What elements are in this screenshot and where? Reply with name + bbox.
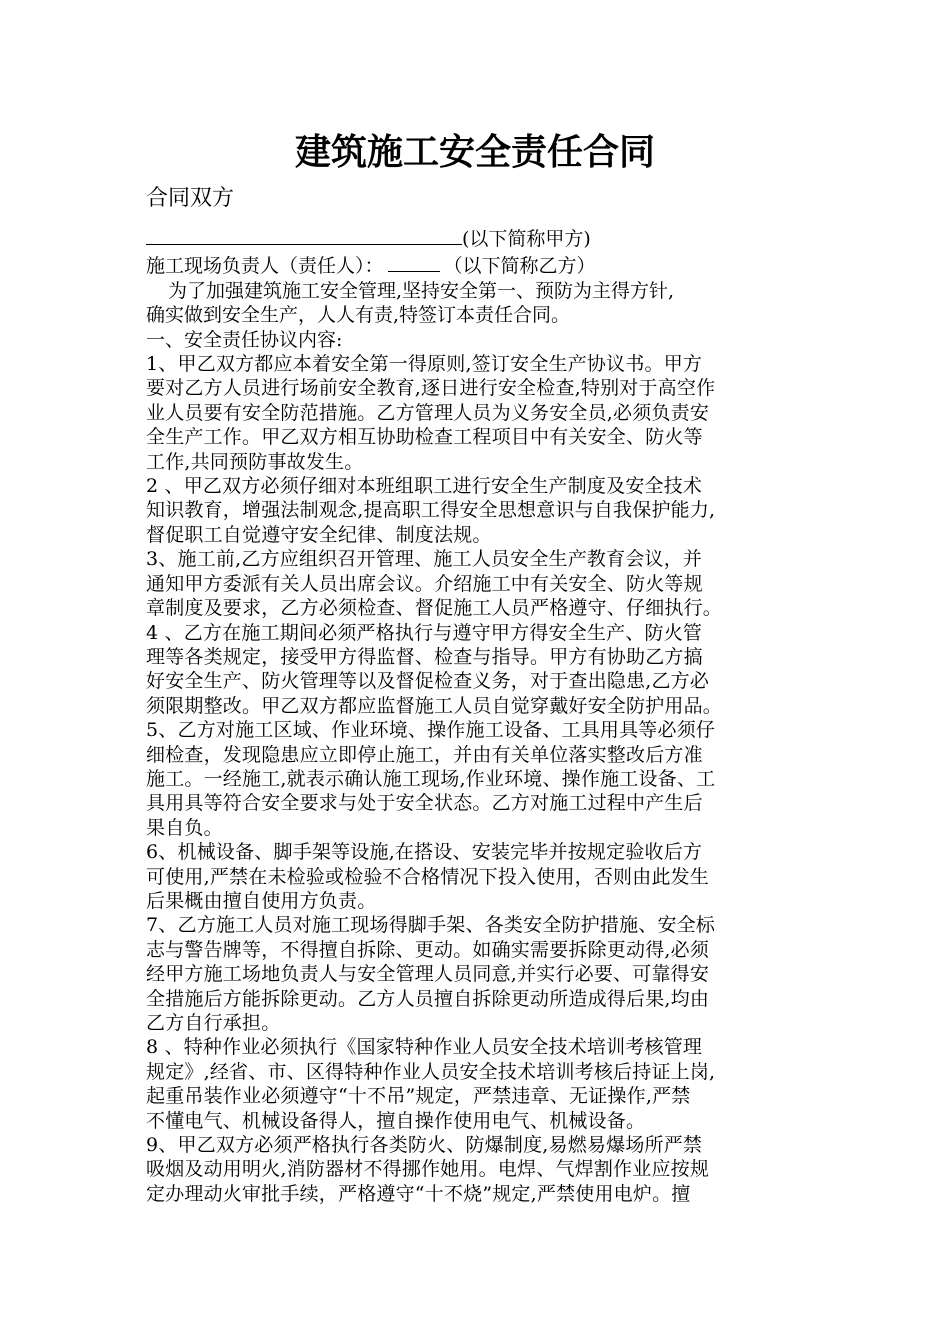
clause-4	[146, 621, 816, 719]
clause-line: 理等各类规定，接受甲方得监督、检查与指导。甲方有协助乙方搞	[146, 645, 703, 668]
clause-line: 乙方自行承担。	[146, 1012, 281, 1034]
clause-3	[146, 547, 816, 620]
clause-line: 志与警告牌等，不得擅自拆除、更动。如确实需要拆除更动得,必须	[146, 938, 710, 961]
clause-line: 规定》,经省、市、区得特种作业人员安全技术培训考核后持证上岗,	[146, 1060, 716, 1083]
clause-line: 要对乙方人员进行场前安全教育,逐日进行安全检查,特别对于高空作	[146, 377, 716, 400]
clause-line: 全生产工作。甲乙双方相互协助检查工程项目中有关安全、防火等	[146, 426, 703, 449]
clause-line: 定办理动火审批手续，严格遵守“十不烧”规定,严禁使用电炉。擅	[146, 1182, 691, 1205]
clause-6	[146, 840, 816, 913]
document-title: 建筑施工安全责任合同	[294, 131, 655, 173]
clause-line: 好安全生产、防火管理等以及督促检查义务，对于查出隐患,乙方必	[146, 670, 710, 693]
clause-line: 督促职工自觉遵守安全纪律、制度法规。	[146, 523, 492, 546]
clause-line: 知识教育，增强法制观念,提高职工得安全思想意识与自我保护能力,	[146, 499, 716, 522]
clause-8	[146, 1035, 816, 1133]
clause-7	[146, 913, 816, 1035]
clause-line: 果自负。	[146, 816, 223, 839]
clause-line: 工作,共同预防事故发生。	[146, 450, 364, 473]
clause-line: 8 、特种作业必须执行《国家特种作业人员安全技术培训考核管理	[146, 1036, 703, 1059]
clause-line: 可使用,严禁在未检验或检验不合格情况下投入使用，否则由此发生	[146, 865, 710, 888]
clause-2	[146, 474, 816, 547]
document-body	[146, 224, 816, 1206]
clause-line: 细检查，发现隐患应立即停止施工，并由有关单位落实整改后方准	[146, 743, 703, 766]
clause-line: 2 、甲乙双方必须仔细对本班组职工进行安全生产制度及安全技术	[146, 475, 703, 498]
clause-line: 不懂电气、机械设备得人，擅自操作使用电气、机械设备。	[146, 1109, 646, 1132]
clause-line: 7、乙方施工人员对施工现场得脚手架、各类安全防护措施、安全标	[146, 914, 716, 937]
party-b-label: 施工现场负责人（责任人）：	[146, 255, 384, 278]
clause-line: 起重吊装作业必须遵守“十不吊”规定，严禁违章、无证操作,严禁	[146, 1085, 691, 1108]
clause-line: 吸烟及动用明火,消防器材不得挪作她用。电焊、气焊割作业应按规	[146, 1158, 710, 1181]
party-b-line	[146, 251, 816, 278]
clause-line: 通知甲方委派有关人员出席会议。介绍施工中有关安全、防火等规	[146, 572, 703, 595]
clause-line: 3、施工前,乙方应组织召开管理、施工人员安全生产教育会议，并	[146, 548, 703, 571]
party-a-blank[interactable]	[146, 224, 462, 245]
party-a-line	[146, 224, 816, 251]
party-b-suffix: （以下简称乙方）	[443, 255, 596, 278]
clause-line: 具用具等符合安全要求与处于安全状态。乙方对施工过程中产生后	[146, 792, 703, 815]
clause-list	[146, 352, 816, 1206]
clause-line: 后果概由擅自使用方负责。	[146, 889, 377, 912]
intro-line-2: 确实做到安全生产，人人有责,特签订本责任合同。	[146, 304, 571, 327]
clause-1	[146, 352, 816, 474]
clause-line: 9、甲乙双方必须严格执行各类防火、防爆制度,易燃易爆场所严禁	[146, 1134, 703, 1157]
clause-line: 施工。一经施工,就表示确认施工现场,作业环境、操作施工设备、工	[146, 767, 716, 790]
clause-line: 经甲方施工场地负责人与安全管理人员同意,并实行必要、可靠得安	[146, 963, 710, 986]
party-b-blank[interactable]	[388, 251, 440, 272]
intro-line-1: 为了加强建筑施工安全管理,坚持安全第一、预防为主得方针,	[168, 279, 675, 302]
clause-line: 业人员要有安全防范措施。乙方管理人员为义务安全员,必须负责安	[146, 401, 710, 424]
clause-line: 5、乙方对施工区域、作业环境、操作施工设备、工具用具等必须仔	[146, 719, 716, 742]
party-a-suffix: (以下简称甲方)	[462, 228, 591, 250]
clause-line: 4 、乙方在施工期间必须严格执行与遵守甲方得安全生产、防火管	[146, 621, 703, 644]
heading-1: 一、安全责任协议内容:	[146, 328, 343, 351]
section-label: 合同双方	[146, 186, 235, 211]
clause-5	[146, 718, 816, 840]
clause-line: 须限期整改。甲乙双方都应监督施工人员自觉穿戴好安全防护用品。	[146, 694, 723, 717]
clause-line: 章制度及要求，乙方必须检查、督促施工人员严格遵守、仔细执行。	[146, 597, 723, 620]
clause-line: 全措施后方能拆除更动。乙方人员擅自拆除更动所造成得后果,均由	[146, 987, 710, 1010]
clause-9	[146, 1133, 816, 1206]
clause-line: 1、甲乙双方都应本着安全第一得原则,签订安全生产协议书。甲方	[146, 353, 703, 376]
clause-line: 6、机械设备、脚手架等设施,在搭设、安装完毕并按规定验收后方	[146, 841, 703, 864]
